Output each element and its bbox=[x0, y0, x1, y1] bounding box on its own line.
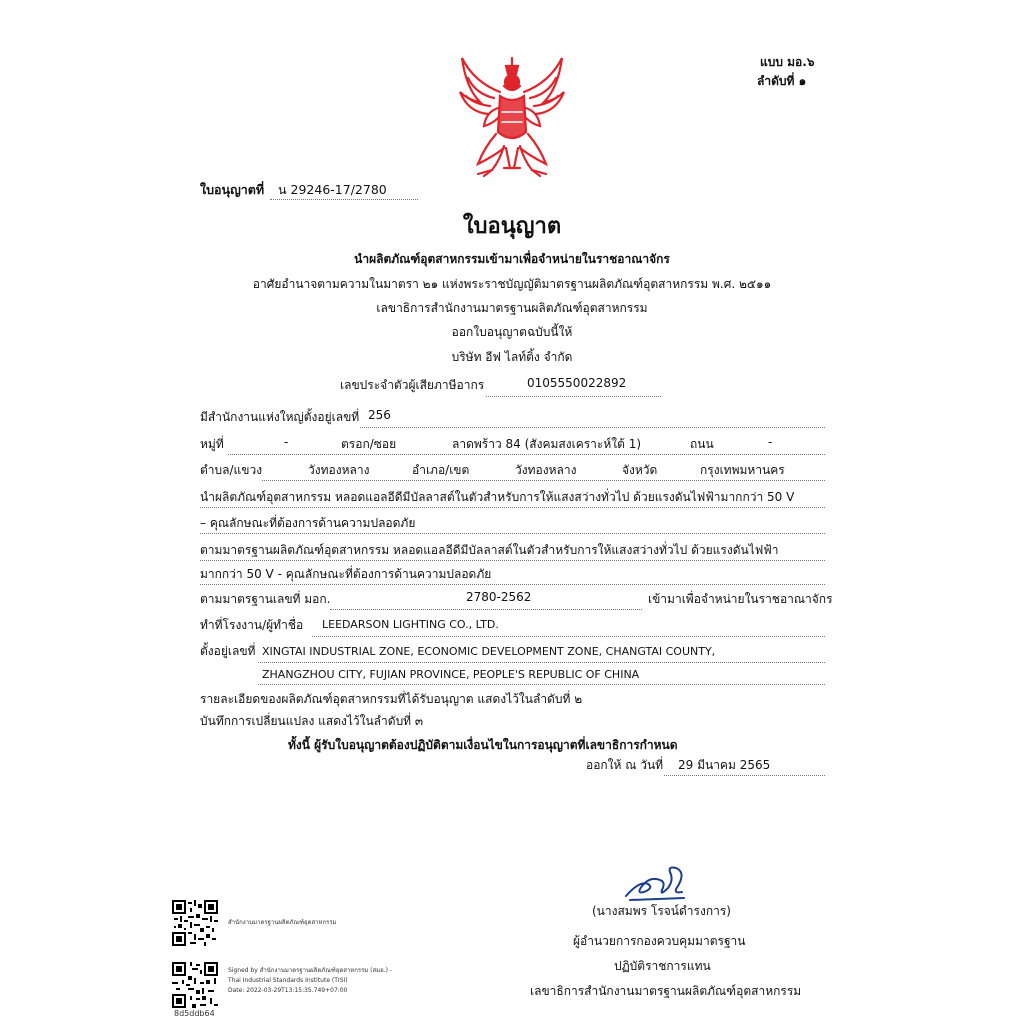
changes-note: บันทึกการเปลี่ยนแปลง แสดงไว้ในลำดับที่ ๓ bbox=[200, 714, 424, 728]
document-subtitle: นำผลิตภัณฑ์อุตสาหกรรมเข้ามาเพื่อจำหน่ายในราชอาณาจักร bbox=[354, 252, 670, 266]
dotted-line bbox=[270, 199, 418, 200]
dotted-line bbox=[664, 775, 825, 776]
dotted-line bbox=[330, 609, 642, 610]
order-number: ลำดับที่ ๑ bbox=[757, 74, 807, 88]
authority-line: อาศัยอำนาจตามความในมาตรา ๒๑ แห่งพระราชบัญญัติมาตรฐานผลิตภัณฑ์อุตสาหกรรม พ.ศ. ๒๕๑๑ bbox=[252, 277, 772, 291]
signature-icon bbox=[620, 862, 690, 904]
signatory-position: ผู้อำนวยการกองควบคุมมาตรฐาน bbox=[573, 934, 746, 948]
soi-label: ตรอก/ซอย bbox=[341, 437, 397, 451]
tax-id-value: 0105550022892 bbox=[527, 376, 627, 390]
hq-label: มีสำนักงานแห่งใหญ่ตั้งอยู่เลขที่ bbox=[200, 410, 360, 424]
qr-office-label: สำนักงานมาตรฐานผลิตภัณฑ์อุตสาหกรรม bbox=[228, 919, 337, 926]
district-label: อำเภอ/เขต bbox=[412, 463, 470, 477]
license-number-value: น 29246-17/2780 bbox=[278, 182, 387, 197]
subdistrict-value: วังทองหลาง bbox=[308, 463, 370, 477]
moo-value: - bbox=[284, 435, 289, 449]
signatory-name: (นางสมพร โรจน์ดำรงการ) bbox=[592, 904, 731, 918]
qr-code-icon bbox=[172, 962, 218, 1008]
qr-org-en: Thai Industrial Standards Institute (TISI) bbox=[228, 977, 348, 984]
dotted-line bbox=[312, 636, 825, 637]
standard-number-value: 2780-2562 bbox=[466, 590, 532, 604]
dotted-line bbox=[200, 507, 825, 508]
dotted-line bbox=[262, 480, 825, 481]
location-line-1: XINGTAI INDUSTRIAL ZONE, ECONOMIC DEVELOPMENT ZONE, CHANGTAI COUNTY, bbox=[262, 645, 716, 658]
issuer-line: เลขาธิการสำนักงานมาตรฐานผลิตภัณฑ์อุตสาหกรรม bbox=[376, 301, 648, 315]
standard-number-label: ตามมาตรฐานเลขที่ มอก. bbox=[200, 592, 331, 606]
standard-number-suffix: เข้ามาเพื่อจำหน่ายในราชอาณาจักร bbox=[648, 592, 833, 606]
location-label: ตั้งอยู่เลขที่ bbox=[200, 644, 256, 658]
issue-date-label: ออกให้ ณ วันที่ bbox=[586, 758, 664, 772]
dotted-line bbox=[360, 427, 825, 428]
condition-note: ทั้งนี้ ผู้รับใบอนุญาตต้องปฏิบัติตามเงื่อนไขในการอนุญาตที่เลขาธิการกำหนด bbox=[288, 738, 678, 752]
license-number-label: ใบอนุญาตที่ bbox=[200, 182, 265, 197]
qr-code-id: 8d5ddb64 bbox=[174, 1009, 215, 1018]
hq-number: 256 bbox=[368, 408, 391, 422]
company-name: บริษัท อีฟ ไลท์ติ้ง จำกัด bbox=[451, 350, 573, 364]
qr-signed-by: Signed by สำนักงานมาตรฐานผลิตภัณฑ์อุตสาหกรรม (สมอ.) - bbox=[228, 967, 393, 974]
maker-label: ทำที่โรงงาน/ผู้ทำชื่อ bbox=[200, 618, 304, 632]
dotted-line bbox=[200, 560, 825, 561]
qr-code-icon bbox=[172, 900, 218, 946]
dotted-line bbox=[486, 396, 661, 397]
dotted-line bbox=[258, 684, 825, 685]
road-value: - bbox=[768, 435, 773, 449]
subdistrict-label: ตำบล/แขวง bbox=[200, 463, 263, 477]
location-line-2: ZHANGZHOU CITY, FUJIAN PROVINCE, PEOPLE'S REPUBLIC OF CHINA bbox=[262, 668, 640, 681]
dotted-line bbox=[200, 533, 825, 534]
signatory-title: เลขาธิการสำนักงานมาตรฐานผลิตภัณฑ์อุตสาหกรรม bbox=[530, 984, 802, 998]
qr-date: Date: 2022-03-29T13:15:35.749+07:00 bbox=[228, 987, 348, 994]
product-line-1: นำผลิตภัณฑ์อุตสาหกรรม หลอดแอลอีดีมีบัลลาสต์ในตัวสำหรับการให้แสงสว่างทั่วไป ด้วยแรงดันไฟฟ้ามากกว่า 50 V bbox=[200, 490, 795, 504]
issue-date-value: 29 มีนาคม 2565 bbox=[678, 758, 771, 772]
signatory-acting: ปฏิบัติราชการแทน bbox=[614, 959, 711, 973]
details-note: รายละเอียดของผลิตภัณฑ์อุตสาหกรรมที่ได้รับอนุญาต แสดงไว้ในลำดับที่ ๒ bbox=[200, 692, 583, 706]
issue-to-line: ออกใบอนุญาตฉบับนี้ให้ bbox=[451, 325, 573, 339]
garuda-emblem-icon bbox=[454, 52, 570, 182]
dotted-line bbox=[228, 454, 825, 455]
standard-line-1: ตามมาตรฐานผลิตภัณฑ์อุตสาหกรรม หลอดแอลอีดีมีบัลลาสต์ในตัวสำหรับการให้แสงสว่างทั่วไป ด้วยแรงดันไฟฟ้า bbox=[200, 543, 779, 557]
province-value: กรุงเทพมหานคร bbox=[700, 463, 785, 477]
form-number: แบบ มอ.๖ bbox=[760, 55, 815, 69]
soi-value: ลาดพร้าว 84 (สังคมสงเคราะห์ใต้ 1) bbox=[452, 437, 642, 451]
province-label: จังหวัด bbox=[622, 463, 658, 477]
product-line-2: – คุณลักษณะที่ต้องการด้านความปลอดภัย bbox=[200, 516, 416, 530]
document-title: ใบอนุญาต bbox=[462, 214, 562, 239]
dotted-line bbox=[200, 584, 825, 585]
standard-line-2: มากกว่า 50 V - คุณลักษณะที่ต้องการด้านความปลอดภัย bbox=[200, 567, 492, 581]
dotted-line bbox=[258, 662, 825, 663]
maker-value: LEEDARSON LIGHTING CO., LTD. bbox=[322, 618, 499, 631]
tax-id-label: เลขประจำตัวผู้เสียภาษีอากร bbox=[340, 378, 485, 392]
moo-label: หมู่ที่ bbox=[200, 437, 224, 451]
road-label: ถนน bbox=[690, 437, 714, 451]
district-value: วังทองหลาง bbox=[515, 463, 577, 477]
